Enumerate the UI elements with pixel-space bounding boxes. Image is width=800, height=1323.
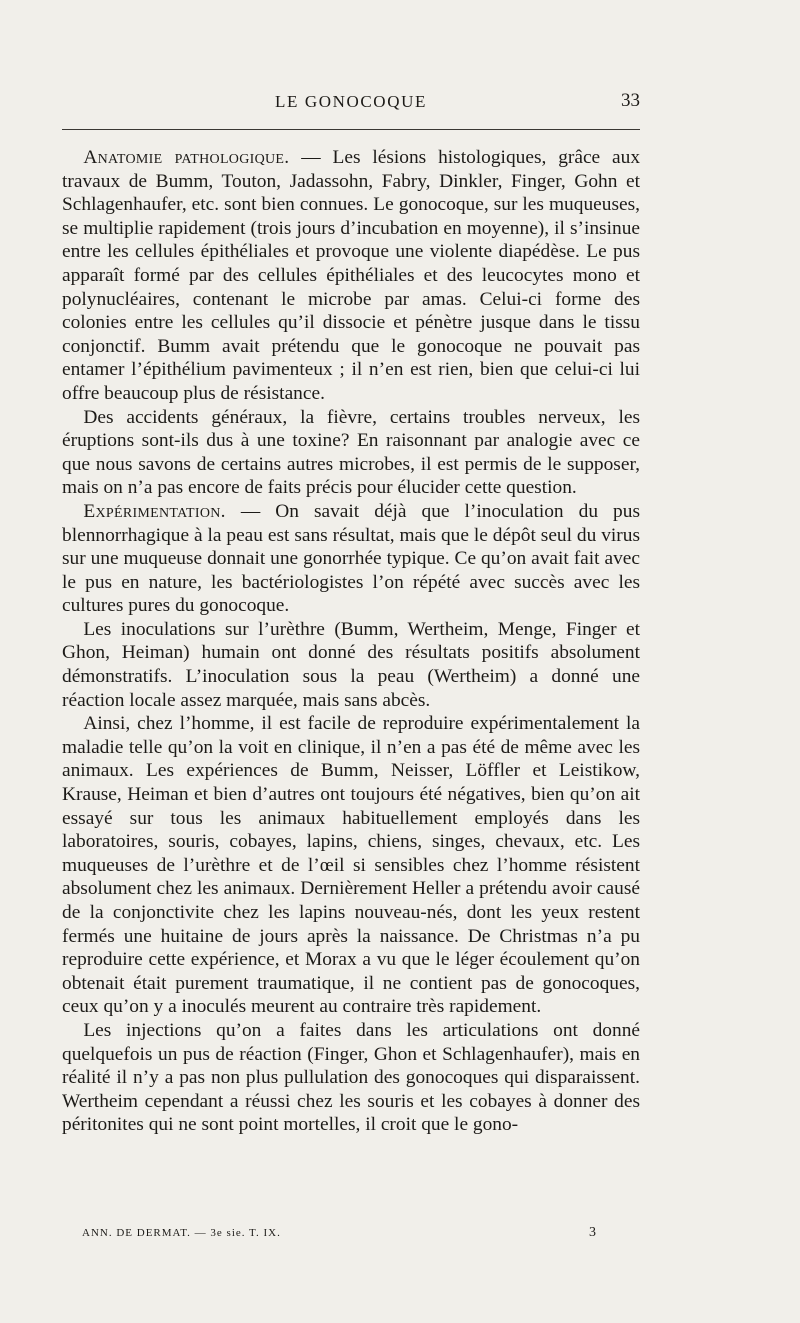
paragraph-text: Les inoculations sur l’urèthre (Bumm, Wertheim, Menge, Finger et Ghon, Heiman) humain ont donné des résultats positifs absolument démonstratifs. L’inoculation sous la peau (Wertheim) a donné une réaction locale assez marquée, mais sans abcès.: [62, 618, 640, 711]
page-number: 33: [621, 90, 640, 111]
paragraph-text: — Les lésions histologiques, grâce aux travaux de Bumm, Touton, Jadassohn, Fabry, Dinkler, Finger, Gohn et Schlagenhaufer, etc. sont bien connues. Le gonocoque, sur les muqueuses, se multiplie rapidement (trois jours d’incubation en moyenne), il s’insinue entre les cellules épithéliales et provoque une violente diapédèse. Le pus apparaît formé par des cellules épithéliales et des leucocytes mono et polynucléaires, contenant le microbe par amas. Celui-ci forme des colonies entre les cellules qu’il dissocie et pénètre jusque dans le tissu conjonctif. Bumm avait prétendu que le gonocoque ne pouvait pas entamer l’épithélium pavimenteux ; il n’en est rien, bien que celui-ci lui offre beaucoup plus de résistance.: [62, 147, 641, 404]
journal-reference: ANN. DE DERMAT. — 3e sie. T. IX.: [82, 1227, 281, 1239]
paragraph-text: Des accidents généraux, la fièvre, certains troubles nerveux, les éruptions sont-ils dus à une toxine? En raisonnant par analogie avec ce que nous savons de certains autres microbes, il est permis de le supposer, mais on n’a pas encore de faits précis pour élucider cette question.: [62, 406, 640, 499]
paragraph: [62, 406, 640, 500]
paragraph-text: Ainsi, chez l’homme, il est facile de reproduire expérimentalement la maladie telle qu’on la voit en clinique, il n’en a pas été de même avec les animaux. Les expériences de Bumm, Neisser, Löffler et Leistikow, Krause, Heiman et bien d’autres ont toujours été négatives, bien qu’on ait essayé sur tous les animaux habituellement employés dans les laboratoires, souris, cobayes, lapins, chiens, singes, chevaux, etc. Les muqueuses de l’urèthre et de l’œil si sensibles chez l’homme résistent absolument chez les animaux. Dernièrement Heller a prétendu avoir causé de la conjonctivite chez les lapins nouveau-nés, dont les yeux restent fermés une huitaine de jours après la naissance. De Christmas n’a pu reproduire cette expérience, et Morax a vu que le léger écoulement qu’on obtenait était purement traumatique, il ne contient pas de gonocoques, ceux qu’on y a inoculés meurent au contraire très rapidement.: [62, 713, 640, 1018]
body-text: [62, 146, 640, 1137]
paragraph-experimentation: [62, 500, 640, 618]
page-header: [62, 90, 640, 118]
signature-mark: 3: [589, 1225, 596, 1240]
section-heading-experimentation: Expérimentation.: [83, 500, 226, 522]
paragraph-text: Les injections qu’on a faites dans les articulations ont donné quelquefois un pus de réaction (Finger, Ghon et Schlagenhaufer), mais en réalité il n’y a pas non plus pullulation des gonocoques qui disparaissent. Wertheim cependant a réussi chez les souris et les cobayes à donner des péritonites qui ne sont point mortelles, il croit que le gono-: [62, 1019, 640, 1136]
paragraph: [62, 1019, 640, 1137]
paragraph-anatomie: [62, 146, 640, 406]
paragraph-text: — On savait déjà que l’inoculation du pus blennorrhagique à la peau est sans résultat, mais que le dépôt seul du virus sur une muqueuse donnait une gonorrhée typique. Ce qu’on avait fait avec le pus en nature, les bactériologistes l’on répété avec succès avec les cultures pures du gonocoque.: [62, 500, 640, 617]
header-rule: [62, 129, 640, 130]
running-title: LE GONOCOQUE: [275, 92, 427, 111]
section-heading-anatomie: Anatomie pathologique.: [83, 147, 290, 168]
paragraph: [62, 618, 640, 712]
paragraph: [62, 712, 640, 1019]
page-footer: [62, 1225, 640, 1245]
